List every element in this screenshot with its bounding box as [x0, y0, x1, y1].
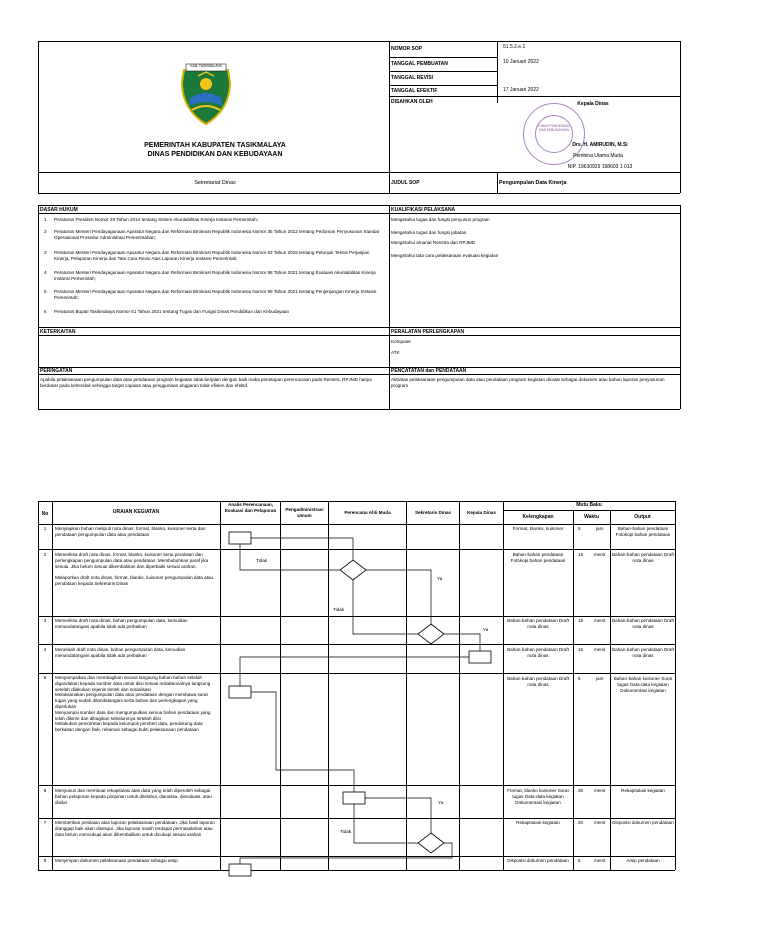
dasar-hukum-item-3: Peraturan Menteri Pendayagunaan Aparatur Negara dan Reformasi Birokrasi Republik Indonesia Nomor 53 Tahun 2015 tentang Petunjuk Teknis Perjanjian Kinerja, Pelaporan Kinerja dan Tata Cara Reviu Atas Laporan Kinerja Instansi Pemerintah;: [54, 250, 370, 261]
tanggal-efektif-value: 17 Januari 2022: [503, 87, 539, 93]
label-ya-6: Ya: [438, 800, 444, 805]
approver-rank: Pembina Utama Muda: [573, 153, 623, 159]
connector: [365, 798, 431, 833]
row-satuan: menit: [594, 618, 606, 623]
col-output: Output: [634, 514, 651, 520]
connector: [240, 544, 340, 570]
row-kelengkapan: Bahan-bahan pendataan Draft nota dinas: [507, 647, 569, 658]
col-kelengkapan: Kelengkapan: [522, 514, 554, 520]
peralatan-title: PERALATAN PERLENGKAPAN: [391, 329, 465, 335]
judul-sop-label: JUDUL SOP: [391, 180, 420, 186]
label-tidak-7: Tidak: [340, 829, 352, 834]
row-satuan: menit: [594, 820, 606, 825]
row-output: Bahan-bahan pendataan Fotokopi bahan pendataan: [615, 526, 671, 537]
label-tidak-2: Tidak: [256, 558, 268, 563]
row-uraian: Menyimpan dokumen pelaksanaan pendataan sebagai arsip: [55, 858, 178, 863]
process-box-5: [229, 686, 251, 698]
row-output: Arsip pendataan: [626, 858, 660, 863]
row-uraian: Memeriksa draft nota dinas, bahan pengumpulan data, kemudian menandatangani apabila tidak ada perbaikan: [55, 618, 188, 629]
pencatatan-text: Aktivitas pelaksanaan pengumpulan data atau pendataan program kegiatan dicatat sebagai dokumen atau bahan laporan penyusunan program: [391, 377, 665, 388]
col-actor-analis: Analis Perencanaan, Evaluasi dan Pelaporan: [224, 502, 277, 513]
org-line-2: DINAS PENDIDIKAN DAN KEBUDAYAAN: [147, 151, 283, 158]
process-box-8: [229, 864, 251, 876]
row-no: 2: [43, 552, 47, 557]
col-actor-pengadministrasi: Pengadministrasi Umum: [285, 507, 324, 518]
connector: [240, 657, 469, 686]
row-output: Bahan-bahan kuisoner Surat tugas Data-data kegiatan Dokumentasi kegiatan: [613, 676, 673, 693]
row-waktu: 20: [578, 820, 584, 825]
kualifikasi-item-2: Mengetahui tugas dan fungsi jabatan: [391, 230, 467, 235]
row-uraian: Memeriksa draft nota dinas, format, blanko, kuisoner serta peralatan dan perlengkapan pengumpulan data atau pendataan. Membubuhkan paraf jika sesuai. Jika belum sesuai dikembalikan dan diperbaiki sesuai arahan. Melaporkan draft nota dinas, format, blanko, kuisoner pengumpulan data atau pendataan kepada Sekretaris Dinas: [55, 552, 214, 586]
dasar-hukum-no-6: 6: [44, 309, 47, 314]
row-kelengkapan: Bahan-bahan pendataan Fotokopi bahan pendataan: [510, 552, 566, 563]
label-tidak-3: Tidak: [333, 607, 345, 612]
peralatan-item-2: ATK: [391, 350, 400, 355]
connector: [366, 570, 431, 624]
dasar-hukum-item-6: Peraturan Bupati Tasikmalaya Nomor 51 Tahun 2021 tentang Tugas dan Fungsi Dinas Pendidikan dan Kebudayaan: [54, 309, 290, 314]
col-actor-kepala: Kepala Dinas: [467, 510, 496, 515]
dasar-hukum-no-5: 5: [44, 289, 47, 294]
row-waktu: 15: [578, 552, 584, 557]
row-waktu: 5: [578, 858, 581, 863]
row-waktu: 15: [578, 618, 584, 623]
row-no: 6: [43, 788, 47, 793]
row-kelengkapan: Rekapitulasi kegiatan: [516, 820, 560, 825]
row-kelengkapan: Bahan-bahan pendataan Draft nota dinas: [507, 618, 569, 629]
row-waktu: 5: [578, 676, 581, 681]
dasar-hukum-title: DASAR HUKUM: [40, 207, 78, 213]
decision-7: [418, 833, 444, 853]
dasar-hukum-item-5: Peraturan Menteri Pendayagunaan Aparatur Negara dan Reformasi Birokrasi Republik Indonesia Nomor 89 Tahun 2021 tentang Penjenjangan Kinerja Instansi Pemerintah;: [54, 289, 377, 300]
kualifikasi-item-4: Mengetahui tata cara pelaksanaan evaluasi kegiatan: [391, 253, 499, 258]
unit-label: Sekretariat Dinas: [194, 180, 236, 186]
tanggal-efektif-label: TANGGAL EFEKTIF: [391, 88, 438, 94]
tanggal-revisi-label: TANGGAL REVISI: [391, 75, 434, 81]
row-no: 5: [43, 675, 47, 680]
judul-sop-value: Pengumpulan Data Kinerja: [499, 180, 567, 186]
tanggal-pembuatan-value: 10 Januari 2022: [503, 59, 539, 65]
kualifikasi-item-3: Mengetahui amanat Renstra dan RPJMD: [391, 240, 476, 245]
connector: [444, 634, 480, 651]
logo-banner: KAB. TASIKMALAYA: [190, 64, 222, 68]
stamp-text: DINAS PENDIDIKAN DAN KEBUDAYAAN: [538, 124, 570, 132]
col-uraian: URAIAN KEGIATAN: [112, 509, 160, 515]
connector: [354, 804, 418, 843]
tanggal-pembuatan-label: TANGGAL PEMBUATAN: [391, 61, 448, 67]
nomor-sop-label: NOMOR SOP: [391, 46, 423, 52]
row-satuan: menit: [594, 647, 606, 652]
connector: [240, 843, 452, 864]
row-uraian: Menyiapkan bahan meliputi nota dinas, format, blanko, kuisoner serta dan pendataan pengumpulan data atau pendataan: [55, 526, 206, 537]
dasar-hukum-item-2: Peraturan Menteri Pendayagunaan Aparatur Negara dan Reformasi Birokrasi Republik Indonesia Nomor 35 Tahun 2012 tentang Pedoman Penyusunan Standar Operasional Prosedur Administrasi Pemerintahan;: [54, 229, 380, 240]
row-no: 7: [43, 820, 47, 825]
row-satuan: menit: [594, 552, 606, 557]
row-waktu: 15: [578, 647, 584, 652]
row-kelengkapan: Bahan-bahan pendataan Draft nota dinas: [507, 676, 569, 687]
col-waktu: Waktu: [584, 514, 599, 520]
row-no: 3: [43, 618, 47, 623]
approver-title: Kepala Dinas: [577, 101, 609, 107]
process-box-1: [229, 532, 251, 544]
disahkan-label: DISAHKAN OLEH: [391, 99, 433, 105]
row-satuan: jam: [596, 676, 604, 681]
dasar-hukum-no-1: 1: [44, 217, 47, 222]
row-waktu: 30: [578, 788, 584, 793]
row-satuan: menit: [594, 858, 606, 863]
row-kelengkapan: Format, blanko kuisoner Surat tugas Data-data kegiatan Dokumentasi kegiatan: [507, 788, 569, 805]
dasar-hukum-no-2: 2: [44, 229, 47, 234]
row-uraian: Memberikan penilaian atas laporan pelaksanaan pendataan. Jika hasil laporan dianggap baik akan disetujui. Jika laporan masih terdapat permasalahan atau data belum mencukupi akan dikembalikan untuk dicukupi sesuai arahan: [55, 820, 215, 837]
dasar-hukum-item-1: Peraturan Presiden Nomor 29 Tahun 2014 tentang Sistem Akuntabilitas Kinerja Instansi Pemerintah;: [54, 217, 258, 222]
col-actor-sekretaris: Sekretaris Dinas: [414, 510, 451, 515]
peringatan-text: Apabila pelaksanaan pengumpulan data atau pendataan program kegiatan tidak berjalan dengan baik maka penetapan perencanaan pada Renstra, RPJMD hanya berdasar pada kehendak sehingga target capaian atau penggunaan anggaran tidak efisien dan efektif.: [40, 377, 372, 388]
row-uraian: Menyusun dan membuat rekapitulasi atas data yang telah diperoleh sebagai bahan pelaporan kepada pimpinan untuk ditelahui, dianalisa, dievaluasi, atau dinilai: [55, 788, 212, 805]
row-no: 4: [43, 647, 47, 652]
row-no: 8: [43, 858, 47, 863]
row-kelengkapan: Format, blanko, kuisoner: [512, 526, 564, 531]
row-output: Bahan-bahan pendataan Draft nota dinas: [612, 552, 674, 563]
col-mutu-baku: Mutu Baku: [576, 502, 602, 508]
row-no: 1: [43, 526, 47, 531]
nomor-sop-value: 51.5.2.e.1: [503, 44, 526, 50]
dasar-hukum-no-3: 3: [44, 250, 47, 255]
label-ya-2: Ya: [437, 576, 443, 581]
kualifikasi-title: KUALIFIKASI PELAKSANA: [391, 207, 456, 213]
dasar-hukum-item-4: Peraturan Menteri Pendayagunaan Aparatur Negara dan Reformasi Birokrasi Republik Indonesia Nomor 88 Tahun 2021 tentang Evaluasi Akuntabilitas Kinerja Instansi Pemerintah;: [54, 270, 376, 281]
process-box-6: [343, 792, 365, 804]
keterkaitan-title: KETERKAITAN: [40, 329, 76, 335]
approver-nip: NIP. 19630929 198603 1 013: [567, 164, 633, 170]
row-uraian: Menelaah draft nota dinas, bahan pengumpulan data, kemudian menandatangani apabila tidak ada perbaikan: [55, 647, 186, 658]
pencatatan-title: PENCATATAN dan PENDATAAN: [391, 368, 467, 374]
row-output: Bahan-bahan pendataan Draft nota dinas: [612, 647, 674, 658]
dasar-hukum-no-4: 4: [44, 270, 47, 275]
label-ya-3: Ya: [483, 627, 489, 632]
row-waktu: 5: [578, 526, 581, 531]
kualifikasi-item-1: Mengetahui tugas dan fungsi penyusun program: [391, 217, 490, 222]
connector: [251, 538, 353, 560]
col-actor-perencana: Perencana Ahli Muda: [344, 510, 391, 515]
row-kelengkapan: Disposisi dokumen pendataan: [507, 858, 569, 863]
connector: [251, 692, 354, 792]
row-satuan: menit: [594, 788, 606, 793]
peringatan-title: PERINGATAN: [40, 368, 73, 374]
row-output: Bahan-bahan pendataan Draft nota dinas: [612, 618, 674, 629]
row-uraian: Menyampaikan dan membagikan secara langsung bahan-bahan setelah digandakan kepada sumber data untuk diisi sesuai redaksionalnya langsung setelah dilakukan sejenis timtek dan sosialisasi Melaksanakan pengumpulan data atau pendataan dengan membawa surat tugas yang sudah ditandatangani serta bahan dan perlengkapan yang diperlukan Menyampai sumber data dan mengumpulkan semua bahan pendataan yang telah dikirim dan dibagikan sebelumnya setelah diisi Melakukan pemotretan kepada kelompok pemberi data, pendukung data berkaitan dengan fisik, rekaman sebagai bukti pelaksanaan pendataan: [55, 675, 211, 733]
row-satuan: jam: [596, 526, 604, 531]
decision-2: [340, 560, 366, 580]
process-box-4: [469, 651, 491, 663]
connector: [353, 580, 418, 634]
decision-3: [418, 624, 444, 644]
approver-name: Drs. H. AMIRUDIN, M.Si: [572, 142, 628, 148]
col-no: No: [41, 511, 49, 517]
org-line-1: PEMERINTAH KABUPATEN TASIKMALAYA: [144, 142, 286, 149]
peralatan-item-1: Komputer: [391, 339, 411, 344]
row-output: Disposisi dokumen pendataan: [612, 820, 674, 825]
row-output: Rekapitulasi kegiatan: [621, 788, 665, 793]
